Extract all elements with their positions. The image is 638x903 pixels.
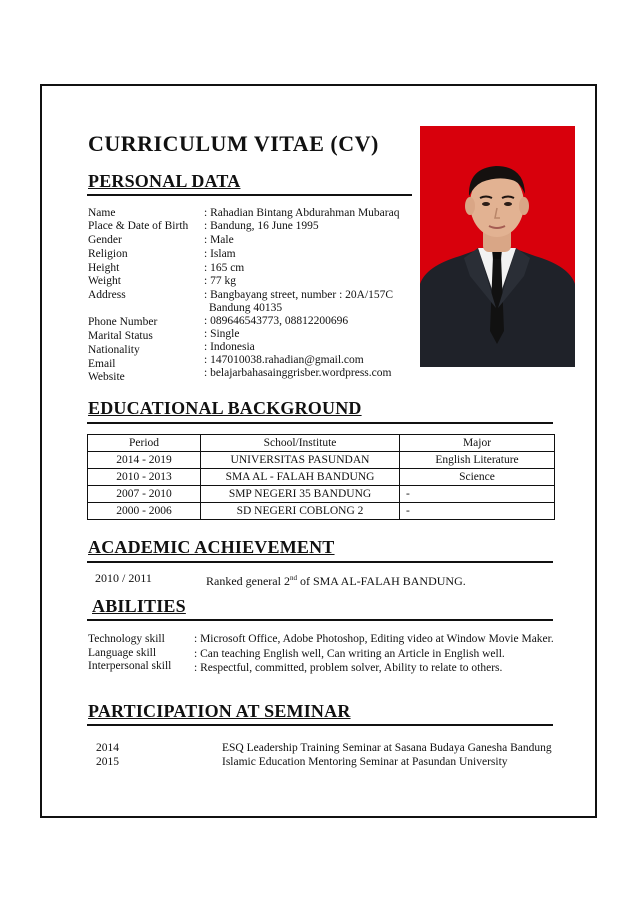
table-cell: 2010 - 2013 — [88, 469, 201, 486]
cv-title: CURRICULUM VITAE (CV) — [88, 131, 379, 156]
pd-value: : 089646543773, 08812200696 — [204, 315, 349, 327]
pd-value: : 165 cm — [204, 262, 245, 274]
achievement-rule — [87, 561, 553, 563]
table-cell: English Literature — [400, 452, 555, 469]
pd-value: : Bangbayang street, number : 20A/157C — [204, 289, 394, 301]
ability-label: Language skill — [88, 647, 157, 659]
table-row — [88, 503, 555, 520]
table-cell: Science — [400, 469, 555, 486]
pd-label: Email — [88, 358, 116, 370]
pd-value: : 147010038.rahadian@gmail.com — [204, 354, 364, 366]
table-row — [88, 486, 555, 503]
pd-value: Bandung 40135 — [209, 302, 283, 314]
pd-value: : Bandung, 16 June 1995 — [204, 220, 319, 232]
pd-value: : Male — [204, 234, 234, 246]
achievement-superscript: nd — [289, 574, 297, 582]
ability-value: : Can teaching English well, Can writing an Article in English well. — [194, 648, 505, 660]
seminar-text: Islamic Education Mentoring Seminar at Pasundan University — [222, 756, 508, 768]
achievement-text-pre: Ranked general 2 — [206, 574, 290, 588]
seminar-rule — [87, 724, 553, 726]
personal-data-rule — [87, 194, 412, 196]
table-cell: UNIVERSITAS PASUNDAN — [201, 452, 400, 469]
pd-label: Gender — [88, 234, 122, 246]
ability-label: Technology skill — [88, 633, 165, 645]
table-header-cell: School/Institute — [201, 435, 400, 452]
profile-photo-illustration — [420, 126, 575, 367]
seminar-year: 2014 — [96, 742, 119, 754]
ability-value: : Respectful, committed, problem solver, Ability to relate to others. — [194, 662, 503, 674]
table-header-row — [88, 435, 555, 452]
pd-label: Address — [88, 289, 126, 301]
pd-value: : 77 kg — [204, 275, 236, 287]
pd-value: : Single — [204, 328, 240, 340]
table-cell: 2007 - 2010 — [88, 486, 201, 503]
table-cell: SMP NEGERI 35 BANDUNG — [201, 486, 400, 503]
personal-data-heading: PERSONAL DATA — [88, 171, 241, 191]
pd-label: Marital Status — [88, 330, 153, 342]
pd-label: Religion — [88, 248, 128, 260]
table-header-cell: Major — [400, 435, 555, 452]
profile-photo — [420, 126, 575, 367]
pd-value: : Indonesia — [204, 341, 255, 353]
pd-label: Place & Date of Birth — [88, 220, 189, 232]
table-cell: SD NEGERI COBLONG 2 — [201, 503, 400, 520]
achievement-heading: ACADEMIC ACHIEVEMENT — [88, 537, 335, 557]
table-cell: - — [400, 486, 555, 503]
seminar-heading: PARTICIPATION AT SEMINAR — [88, 701, 351, 721]
ability-value: : Microsoft Office, Adobe Photoshop, Editing video at Window Movie Maker. — [194, 633, 554, 645]
pd-label: Nationality — [88, 344, 140, 356]
table-row — [88, 452, 555, 469]
pd-value: : belajarbahasainggrisber.wordpress.com — [204, 367, 392, 379]
pd-value: : Rahadian Bintang Abdurahman Mubaraq — [204, 207, 400, 219]
table-cell: 2014 - 2019 — [88, 452, 201, 469]
ability-label: Interpersonal skill — [88, 660, 172, 672]
seminar-year: 2015 — [96, 756, 119, 768]
pd-label: Weight — [88, 275, 121, 287]
pd-label: Name — [88, 207, 116, 219]
education-heading: EDUCATIONAL BACKGROUND — [88, 398, 362, 418]
table-cell: SMA AL - FALAH BANDUNG — [201, 469, 400, 486]
seminar-text: ESQ Leadership Training Seminar at Sasana Budaya Ganesha Bandung — [222, 742, 552, 754]
pd-label: Height — [88, 262, 120, 274]
achievement-text — [206, 571, 466, 588]
table-cell: - — [400, 503, 555, 520]
achievement-text-post: of SMA AL-FALAH BANDUNG. — [296, 574, 466, 588]
pd-value: : Islam — [204, 248, 236, 260]
table-header-cell: Period — [88, 435, 201, 452]
pd-label: Website — [88, 371, 125, 383]
education-rule — [87, 422, 553, 424]
abilities-rule — [87, 619, 553, 621]
pd-label: Phone Number — [88, 316, 158, 328]
achievement-year: 2010 / 2011 — [95, 571, 152, 585]
table-row — [88, 469, 555, 486]
abilities-heading: ABILITIES — [92, 596, 186, 616]
table-cell: 2000 - 2006 — [88, 503, 201, 520]
education-table — [87, 434, 555, 520]
